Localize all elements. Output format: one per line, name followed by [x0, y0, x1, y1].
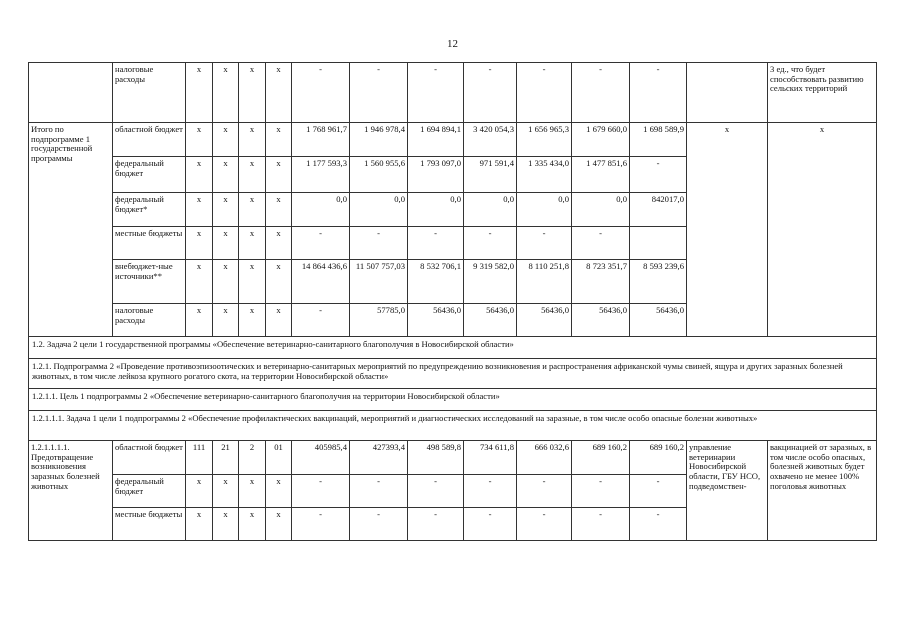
result-cell: 3 ед., что будет способствовать развитию сельских территорий	[768, 63, 877, 123]
value-cell: -	[292, 63, 350, 123]
total-label: Итого по подпрограмме 1 государственной программы	[29, 123, 113, 337]
code-cell: х	[213, 63, 239, 123]
value-cell: 56436,0	[572, 304, 630, 337]
value-cell: 1 679 660,0	[572, 123, 630, 157]
value-cell: -	[292, 475, 350, 508]
funding-source: налоговые расходы	[113, 63, 186, 123]
code-cell: х	[186, 475, 213, 508]
value-cell: 1 477 851,6	[572, 157, 630, 193]
code-cell: х	[186, 193, 213, 227]
value-cell: 57785,0	[350, 304, 408, 337]
program-label-cell	[29, 63, 113, 123]
value-cell: -	[464, 475, 517, 508]
value-cell: 0,0	[292, 193, 350, 227]
value-cell: -	[408, 475, 464, 508]
value-cell: 427393,4	[350, 441, 408, 475]
code-cell: х	[239, 475, 266, 508]
value-cell: 0,0	[350, 193, 408, 227]
value-cell: -	[572, 227, 630, 260]
code-cell: 111	[186, 441, 213, 475]
value-cell: -	[517, 475, 572, 508]
value-cell: 0,0	[572, 193, 630, 227]
code-cell: х	[186, 304, 213, 337]
program-table	[28, 62, 877, 541]
code-cell: х	[213, 157, 239, 193]
value-cell: -	[350, 63, 408, 123]
table-row	[29, 123, 877, 157]
code-cell: 01	[266, 441, 292, 475]
value-cell: -	[350, 475, 408, 508]
code-cell: х	[239, 63, 266, 123]
code-cell: х	[266, 508, 292, 541]
value-cell: 56436,0	[517, 304, 572, 337]
value-cell: -	[517, 227, 572, 260]
code-cell: х	[213, 193, 239, 227]
code-cell: х	[266, 123, 292, 157]
value-cell: 8 593 239,6	[630, 260, 687, 304]
section-heading-task1: 1.2.1.1.1. Задача 1 цели 1 подпрограммы 2 «Обеспечение профилактических вакцинаций, мероприятий и диагностических исследований на заразные, в том числе особо опасные болезни животных»	[29, 411, 877, 441]
value-cell: -	[408, 63, 464, 123]
value-cell: -	[630, 63, 687, 123]
code-cell: х	[239, 157, 266, 193]
funding-source: внебюджет-ные источники**	[113, 260, 186, 304]
value-cell: 666 032,6	[517, 441, 572, 475]
value-cell: 1 694 894,1	[408, 123, 464, 157]
table-row	[29, 441, 877, 475]
table-row	[29, 411, 877, 441]
section-heading-goal1: 1.2.1.1. Цель 1 подпрограммы 2 «Обеспечение ветеринарно-санитарного благополучия на территории Новосибирской области»	[29, 389, 877, 411]
value-cell: -	[630, 157, 687, 193]
value-cell: 405985,4	[292, 441, 350, 475]
code-cell: х	[239, 260, 266, 304]
code-cell: х	[239, 227, 266, 260]
section-heading-task2: 1.2. Задача 2 цели 1 государственной программы «Обеспечение ветеринарно-санитарного благополучия в Новосибирской области»	[29, 337, 877, 359]
funding-source: областной бюджет	[113, 441, 186, 475]
value-cell: -	[517, 508, 572, 541]
value-cell: -	[630, 475, 687, 508]
code-cell: х	[239, 193, 266, 227]
value-cell: 1 698 589,9	[630, 123, 687, 157]
value-cell: 1 177 593,3	[292, 157, 350, 193]
code-cell: х	[266, 193, 292, 227]
value-cell: -	[464, 227, 517, 260]
value-cell	[630, 227, 687, 260]
code-cell: х	[186, 157, 213, 193]
value-cell: 689 160,2	[630, 441, 687, 475]
page-number: 12	[447, 38, 458, 50]
value-cell: 734 611,8	[464, 441, 517, 475]
value-cell: 56436,0	[408, 304, 464, 337]
value-cell: 842017,0	[630, 193, 687, 227]
funding-source: местные бюджеты	[113, 227, 186, 260]
value-cell: 1 656 965,3	[517, 123, 572, 157]
executor-cell	[687, 63, 768, 123]
value-cell: 8 532 706,1	[408, 260, 464, 304]
value-cell: 1 335 434,0	[517, 157, 572, 193]
value-cell: -	[350, 227, 408, 260]
code-cell: х	[213, 475, 239, 508]
value-cell: -	[292, 508, 350, 541]
value-cell: 1 793 097,0	[408, 157, 464, 193]
section-heading-subprog2: 1.2.1. Подпрограмма 2 «Проведение противоэпизоотических и ветеринарно-санитарных мероприятий по предупреждению возникновения и распространения африканской чумы свиней, ящура и других заразных болезней животных, в том числе лейкоза крупного рогатого скота, на территории Новосибирской области»	[29, 359, 877, 389]
code-cell: х	[239, 508, 266, 541]
value-cell: -	[408, 508, 464, 541]
code-cell: х	[213, 227, 239, 260]
funding-source: налоговые расходы	[113, 304, 186, 337]
code-cell: х	[266, 63, 292, 123]
code-cell: х	[239, 123, 266, 157]
code-cell: 21	[213, 441, 239, 475]
value-cell: 1 768 961,7	[292, 123, 350, 157]
code-cell: х	[266, 227, 292, 260]
code-cell: 2	[239, 441, 266, 475]
funding-source: областной бюджет	[113, 123, 186, 157]
value-cell: -	[572, 508, 630, 541]
code-cell: х	[213, 260, 239, 304]
value-cell: 0,0	[464, 193, 517, 227]
table-row	[29, 63, 877, 123]
table-row	[29, 337, 877, 359]
value-cell: -	[292, 227, 350, 260]
funding-source: федеральный бюджет	[113, 157, 186, 193]
value-cell: 0,0	[517, 193, 572, 227]
code-cell: х	[213, 508, 239, 541]
value-cell: 56436,0	[630, 304, 687, 337]
value-cell: -	[572, 475, 630, 508]
table-row	[29, 359, 877, 389]
value-cell: 9 319 582,0	[464, 260, 517, 304]
funding-source: федеральный бюджет*	[113, 193, 186, 227]
funding-source: местные бюджеты	[113, 508, 186, 541]
value-cell: 3 420 054,3	[464, 123, 517, 157]
value-cell: 8 723 351,7	[572, 260, 630, 304]
value-cell: -	[408, 227, 464, 260]
code-cell: х	[213, 304, 239, 337]
value-cell: 0,0	[408, 193, 464, 227]
code-cell: х	[266, 304, 292, 337]
code-cell: х	[186, 227, 213, 260]
executor-cell: х	[687, 123, 768, 337]
table-row	[29, 389, 877, 411]
value-cell: 689 160,2	[572, 441, 630, 475]
value-cell: 11 507 757,03	[350, 260, 408, 304]
code-cell: х	[266, 260, 292, 304]
code-cell: х	[186, 508, 213, 541]
result-cell: вакцинацией от заразных, в том числе особо опасных, болезней животных будет охвачено не менее 100% поголовья животных	[768, 441, 877, 541]
value-cell: -	[572, 63, 630, 123]
value-cell: -	[517, 63, 572, 123]
code-cell: х	[186, 123, 213, 157]
value-cell: -	[464, 508, 517, 541]
code-cell: х	[239, 304, 266, 337]
code-cell: х	[213, 123, 239, 157]
code-cell: х	[266, 475, 292, 508]
value-cell: 14 864 436,6	[292, 260, 350, 304]
code-cell: х	[186, 63, 213, 123]
value-cell: 1 946 978,4	[350, 123, 408, 157]
value-cell: 56436,0	[464, 304, 517, 337]
funding-source: федеральный бюджет	[113, 475, 186, 508]
code-cell: х	[266, 157, 292, 193]
value-cell: -	[292, 304, 350, 337]
value-cell: 8 110 251,8	[517, 260, 572, 304]
code-cell: х	[186, 260, 213, 304]
value-cell: 498 589,8	[408, 441, 464, 475]
value-cell: -	[464, 63, 517, 123]
measure-label: 1.2.1.1.1.1. Предотвращение возникновения заразных болезней животных	[29, 441, 113, 541]
value-cell: 971 591,4	[464, 157, 517, 193]
value-cell: 1 560 955,6	[350, 157, 408, 193]
value-cell: -	[350, 508, 408, 541]
value-cell: -	[630, 508, 687, 541]
result-cell: х	[768, 123, 877, 337]
executor-cell: управление ветеринарии Новосибирской области, ГБУ НСО, подведомствен-	[687, 441, 768, 541]
